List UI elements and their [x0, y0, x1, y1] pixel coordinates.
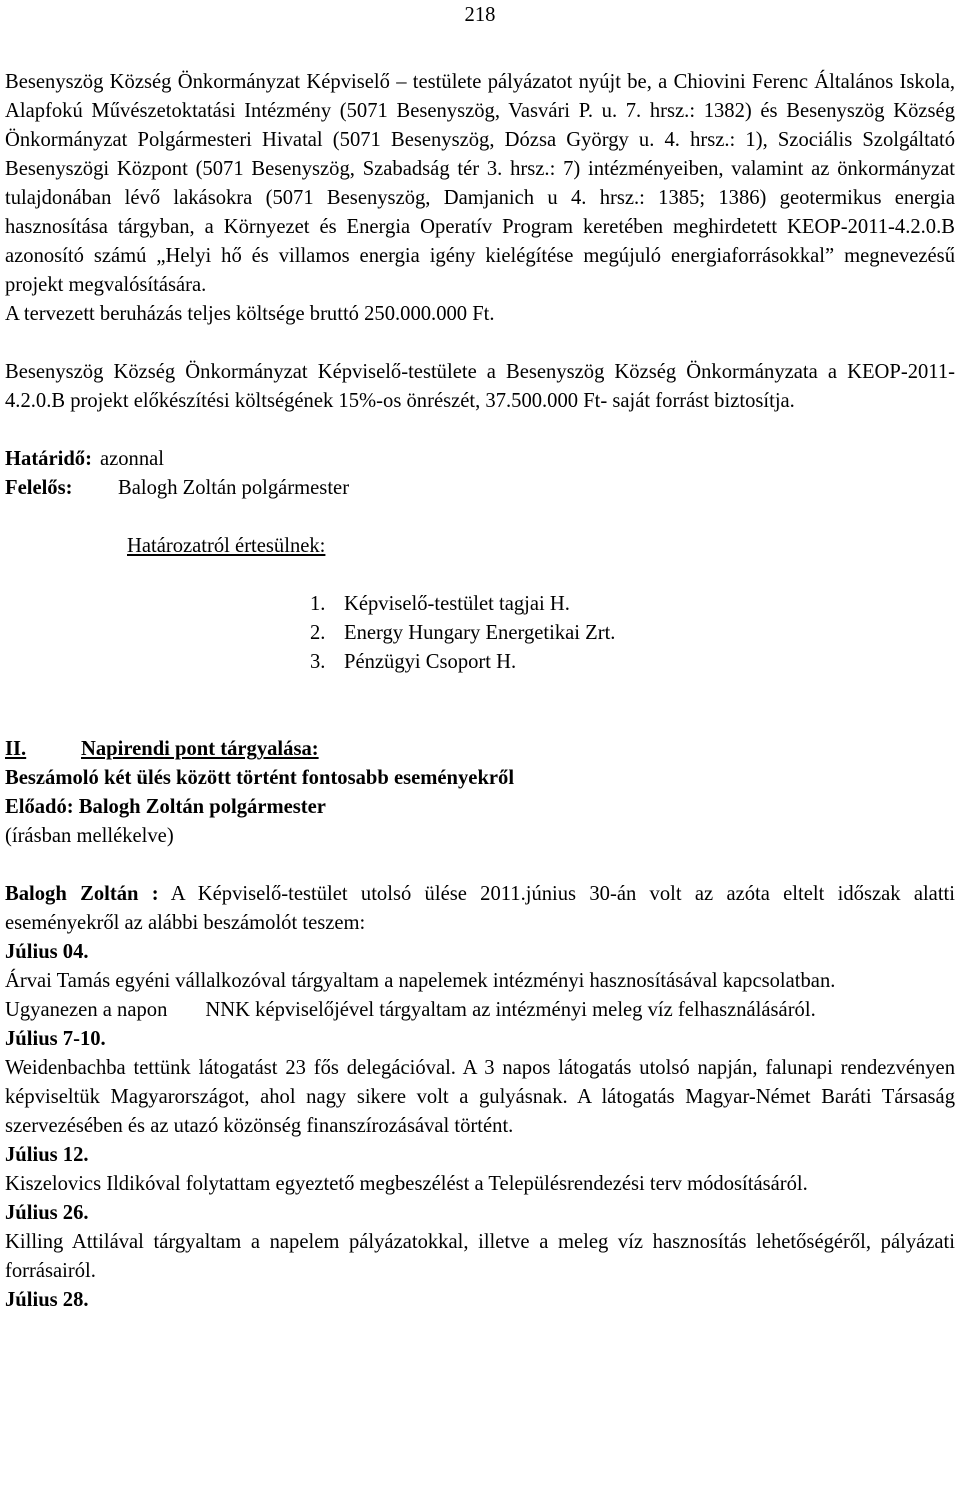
- section-subject: Beszámoló két ülés között történt fontosabb eseményekről: [5, 767, 515, 789]
- responsible-row: [5, 474, 955, 503]
- cost-text: A tervezett beruházás teljes költsége bruttó 250.000.000 Ft.: [5, 303, 495, 325]
- section-presenter: Előadó: Balogh Zoltán polgármester: [5, 796, 326, 818]
- entry-date: Július 7-10.: [5, 1028, 106, 1050]
- entry-paragraph-same-day: [5, 996, 955, 1025]
- responsible-label: Felelős:: [5, 477, 73, 499]
- list-item-text: Energy Hungary Energetikai Zrt.: [344, 622, 616, 644]
- responsible-value: Balogh Zoltán polgármester: [118, 477, 350, 499]
- list-item-number: 1.: [310, 593, 326, 615]
- entry-paragraph: Kiszelovics Ildikóval folytattam egyeztető megbeszélést a Településrendezési terv módosításáról.: [5, 1173, 808, 1195]
- list-item: [310, 648, 955, 677]
- section-heading: [5, 735, 955, 764]
- entry-date: Július 04.: [5, 941, 89, 963]
- list-item-number: 2.: [310, 622, 326, 644]
- speech-intro: [5, 880, 955, 938]
- entry-paragraph: Killing Attilával tárgyaltam a napelem pályázatokkal, illetve a meleg víz hasznosítás lehetőségéről, pályázati forrásairól.: [5, 1231, 955, 1282]
- entry-text-b: NNK képviselőjével tárgyaltam az intézményi meleg víz felhasználásáról.: [205, 999, 816, 1021]
- document-body: [5, 68, 955, 1315]
- notified-list: [5, 590, 955, 677]
- speech-intro-text: A Képviselő-testület utolsó ülése 2011.június 30-án volt az azóta eltelt időszak alatti eseményekről az alábbi beszámolót teszem:: [5, 883, 955, 934]
- section-title: Napirendi pont tárgyalása:: [81, 738, 319, 760]
- entry-date: Július 28.: [5, 1289, 89, 1311]
- entry-date: Július 12.: [5, 1144, 89, 1166]
- intro-paragraph: [5, 68, 955, 329]
- deadline-value: azonnal: [99, 448, 164, 470]
- intro-text: Besenyszög Község Önkormányzat Képviselő – testülete pályázatot nyújt be, a Chiovini Ferenc Általános Iskola, Alapfokú Művészetoktatási Intézmény (5071 Besenyszög, Vasvári P. u. 7. hrsz.: 1382) és Besenyszög Község Önkormányzat Polgármesteri Hivatal (5071 Besenyszög, Dózsa György u. 4. hrsz.: 1), Szociális Szolgáltató Besenyszögi Központ (5071 Besenyszög, Szabadság tér 3. hrsz.: 7) intézményeiben, valamint az önkormányzat tulajdonában lévő lakásokra (5071 Besenyszög, Damjanich u 4. hrsz.: 1385; 1386) geotermikus energia hasznosítása tárgyban, a Környezet és Energia Operatív Program keretében meghirdetett KEOP-2011-4.2.0.B azonosító számú „Helyi hő és villamos energia igény kielégítése megújuló energiaforrásokkal” megnevezésű projekt megvalósítására.: [5, 71, 955, 296]
- speaker-name: Balogh Zoltán :: [5, 883, 159, 905]
- list-item-text: Pénzügyi Csoport H.: [344, 651, 517, 673]
- notified-heading: Határozatról értesülnek:: [127, 535, 326, 557]
- entry-date: Július 26.: [5, 1202, 89, 1224]
- list-item: [310, 619, 955, 648]
- selffunding-paragraph: Besenyszög Község Önkormányzat Képviselő-testülete a Besenyszög Község Önkormányzata a KEOP-2011-4.2.0.B projekt előkészítési költségének 15%-os önrészét, 37.500.000 Ft- saját forrást biztosítja.: [5, 361, 955, 412]
- page-number: 218: [464, 4, 496, 26]
- list-item-text: Képviselő-testület tagjai H.: [344, 593, 570, 615]
- entry-paragraph: Árvai Tamás egyéni vállalkozóval tárgyaltam a napelemek intézményi hasznosításával kapcsolatban.: [5, 970, 836, 992]
- deadline-row: [5, 445, 955, 474]
- list-item-number: 3.: [310, 651, 326, 673]
- entry-paragraph: Weidenbachba tettünk látogatást 23 fős delegációval. A 3 napos látogatás utolsó napján, falunapi rendezvényen képviseltük Magyarországot, ahol nagy sikere volt a gulyásnak. A látogatás Magyar-Német Baráti Társaság szervezésében és az utazó közönség finanszírozásával történt.: [5, 1057, 955, 1137]
- entry-text-a: Ugyanezen a napon: [5, 999, 168, 1021]
- list-item: [310, 590, 955, 619]
- section-number: II.: [5, 738, 27, 760]
- section-note: (írásban mellékelve): [5, 825, 174, 847]
- deadline-label: Határidő:: [5, 448, 92, 470]
